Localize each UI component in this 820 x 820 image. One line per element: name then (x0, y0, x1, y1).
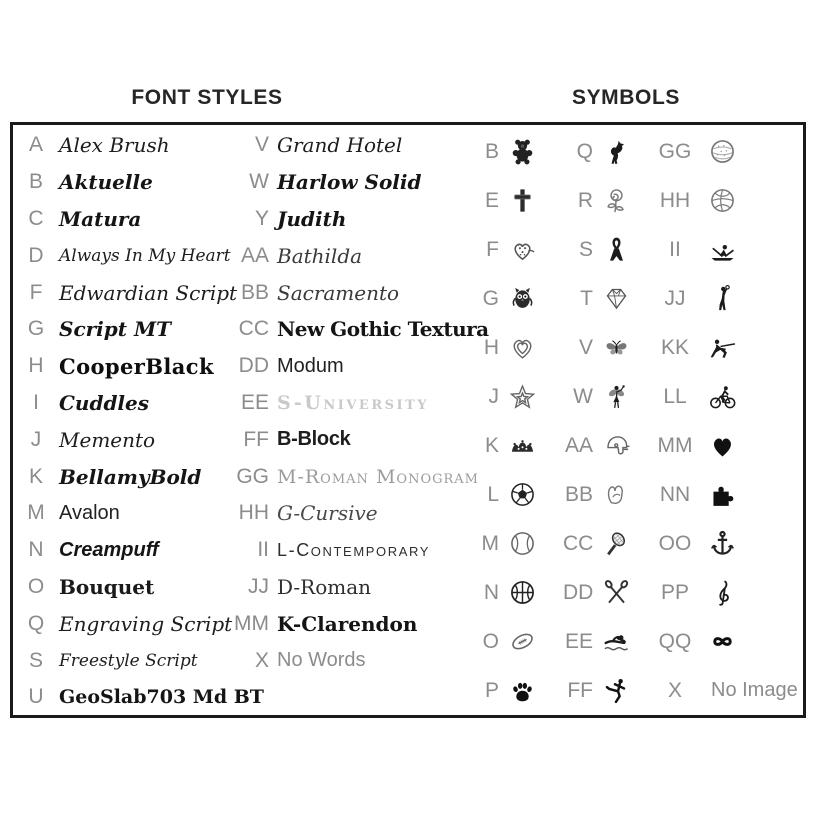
font-code: M (27, 501, 45, 525)
font-style-row-y (221, 201, 489, 238)
font-name: New Gothic Textura (277, 317, 489, 342)
symbol-code: X (667, 678, 682, 702)
font-code: A (28, 133, 43, 157)
symbol-cell-hh (651, 185, 803, 216)
font-code: Q (27, 611, 45, 635)
symbol-code: FF (567, 678, 593, 702)
symbol-cell-bb (563, 479, 651, 510)
symbol-code: KK (660, 335, 689, 359)
butterfly-icon (601, 332, 632, 363)
font-style-row-c (21, 201, 221, 238)
font-code: F (29, 280, 43, 304)
baseball-glove-icon (601, 479, 632, 510)
font-code: II (257, 538, 269, 562)
symbol-row (475, 617, 803, 666)
font-code: C (28, 206, 44, 230)
symbol-cell-dd (563, 577, 651, 608)
owl-icon (507, 283, 538, 314)
font-style-row-o (21, 569, 221, 606)
font-name: Aktuelle (59, 170, 153, 195)
golf-ball-icon (707, 136, 738, 167)
symbol-cell-w (563, 381, 651, 412)
font-code: FF (243, 427, 269, 451)
rose-icon (601, 185, 632, 216)
font-style-row-v (221, 127, 489, 164)
font-name: Grand Hotel (277, 133, 403, 158)
font-style-row-u (21, 679, 264, 716)
font-style-row-cc (221, 311, 489, 348)
symbol-row (475, 323, 803, 372)
font-name: CooperBlack (59, 353, 214, 379)
font-style-row-m (21, 495, 221, 532)
symbol-cell-s (563, 234, 651, 265)
symbol-code: JJ (664, 286, 686, 310)
font-style-row-aa (221, 237, 489, 274)
symbol-code: E (484, 188, 499, 212)
symbol-cell-pp (651, 577, 803, 608)
font-code: Y (254, 206, 269, 230)
font-name: Alex Brush (59, 133, 170, 158)
symbol-cell-aa (563, 430, 651, 461)
symbol-cell-ff (563, 675, 651, 706)
rowing-icon (707, 234, 738, 265)
symbol-code: GG (658, 139, 692, 163)
lacrosse-sticks-icon (601, 577, 632, 608)
cross-icon (507, 185, 538, 216)
font-style-row-a (21, 127, 221, 164)
football-helmet-icon (601, 430, 632, 461)
teddy-bear-icon (507, 136, 538, 167)
symbols-panel (465, 125, 803, 715)
fencing-icon (707, 332, 738, 363)
font-name: G-Cursive (277, 501, 378, 526)
symbol-code: II (669, 237, 681, 261)
font-code: DD (238, 354, 269, 378)
symbol-code: EE (564, 629, 593, 653)
font-style-row-s (21, 642, 221, 679)
heart-icon (707, 430, 738, 461)
symbol-code: L (487, 482, 499, 506)
symbol-row (475, 421, 803, 470)
symbol-cell-ii (651, 234, 803, 265)
symbol-code: T (580, 286, 593, 310)
font-style-row-gg (221, 458, 489, 495)
font-style-row-hh (221, 495, 489, 532)
font-style-row-f (21, 274, 238, 311)
symbol-row (475, 666, 803, 715)
font-name: Freestyle Script (59, 650, 198, 671)
symbol-code: AA (564, 433, 593, 457)
font-code: S (28, 648, 43, 672)
font-name: Matura (59, 206, 142, 231)
symbol-cell-r (563, 185, 651, 216)
font-name: Cuddles (59, 390, 150, 415)
symbol-row (475, 176, 803, 225)
font-code: EE (240, 390, 269, 414)
font-style-row-ii (221, 532, 489, 569)
font-name: L-Contemporary (277, 539, 431, 560)
no-image-label: No Image (711, 679, 798, 701)
font-style-row-ee (221, 385, 489, 422)
font-name: Bathilda (277, 243, 363, 268)
chart-border-box (10, 122, 806, 718)
font-code: B (28, 170, 43, 194)
font-name: GeoSlab703 Md BT (59, 686, 264, 709)
font-name: S-University (277, 391, 430, 414)
font-name: Judith (277, 206, 347, 231)
font-name: Harlow Solid (277, 170, 422, 195)
font-style-row-n (21, 532, 221, 569)
font-style-row-ff (221, 421, 489, 458)
font-code: O (27, 574, 45, 598)
symbol-cell-gg (651, 136, 803, 167)
font-style-row-q (21, 605, 233, 642)
tennis-racket-icon (601, 528, 632, 559)
soccer-ball-icon (507, 479, 538, 510)
symbol-cell-t (563, 283, 651, 314)
volleyball-icon (707, 185, 738, 216)
symbol-row (475, 470, 803, 519)
treble-clef-icon (707, 577, 738, 608)
font-code: N (28, 538, 44, 562)
star-outline-icon (507, 381, 538, 412)
symbol-row (475, 568, 803, 617)
font-style-row-mm (221, 605, 489, 642)
symbol-code: PP (660, 580, 689, 604)
symbol-cell-qq (651, 626, 803, 657)
symbol-code: CC (563, 531, 594, 555)
font-code: GG (236, 464, 269, 488)
symbol-cell-kk (651, 332, 803, 363)
infinity-icon (707, 626, 738, 657)
symbol-code: S (578, 237, 593, 261)
symbol-cell-cc (563, 528, 651, 559)
basketball-player-icon (707, 283, 738, 314)
symbol-code: H (483, 335, 499, 359)
font-code: V (254, 133, 269, 157)
font-style-row-b (21, 164, 221, 201)
symbol-code: Q (576, 139, 593, 163)
symbol-row (475, 127, 803, 176)
symbol-code: HH (659, 188, 691, 212)
font-code: K (28, 464, 43, 488)
font-code: H (28, 354, 44, 378)
font-column-2 (221, 127, 489, 715)
symbol-code: MM (657, 433, 693, 457)
font-code: X (254, 648, 269, 672)
swimmer-icon (601, 626, 632, 657)
ladybug-icon (507, 234, 538, 265)
karate-icon (601, 675, 632, 706)
font-name: Memento (59, 427, 156, 452)
font-name: Sacramento (277, 280, 400, 305)
symbol-code: M (481, 531, 499, 555)
font-name: BellamyBold (59, 464, 202, 489)
symbol-code: G (482, 286, 499, 310)
cycling-icon (707, 381, 738, 412)
font-code: BB (240, 280, 269, 304)
font-style-row-w (221, 164, 489, 201)
font-name: Bouquet (59, 574, 155, 599)
font-name: Engraving Script (59, 611, 233, 636)
font-style-row-jj (221, 569, 489, 606)
horse-icon (601, 136, 632, 167)
font-name: No Words (277, 649, 366, 672)
basketball-icon (507, 577, 538, 608)
diamond-icon (601, 283, 632, 314)
font-name: Always In My Heart (59, 245, 231, 266)
symbol-code: P (484, 678, 499, 702)
symbol-code: F (486, 237, 499, 261)
symbol-row (475, 274, 803, 323)
font-name: K-Clarendon (277, 611, 418, 636)
font-style-row-d (21, 237, 231, 274)
symbol-cell-nn (651, 479, 803, 510)
symbol-cell-oo (651, 528, 803, 559)
symbol-cell-mm (651, 430, 803, 461)
font-code: MM (234, 611, 269, 635)
symbol-row (475, 372, 803, 421)
font-code: D (28, 243, 44, 267)
font-styles-panel (13, 125, 489, 715)
symbol-code: J (488, 384, 499, 408)
font-code: U (28, 685, 44, 709)
font-style-row-k (21, 458, 221, 495)
fairy-icon (601, 381, 632, 412)
heart-outline-icon (507, 332, 538, 363)
symbol-code: B (484, 139, 499, 163)
symbol-code: K (484, 433, 499, 457)
symbol-code: O (482, 629, 499, 653)
symbol-code: DD (563, 580, 594, 604)
paw-print-icon (507, 675, 538, 706)
puzzle-piece-icon (707, 479, 738, 510)
font-code: CC (238, 317, 269, 341)
font-name: Edwardian Script (59, 280, 238, 305)
symbol-row (475, 519, 803, 568)
font-name: B-Block (277, 428, 351, 451)
baseball-icon (507, 528, 538, 559)
symbol-code: NN (659, 482, 691, 506)
symbol-code: QQ (658, 629, 692, 653)
font-styles-title: FONT STYLES (131, 86, 283, 109)
symbol-row (475, 225, 803, 274)
font-style-row-j (21, 421, 221, 458)
font-name: Modum (277, 354, 344, 377)
symbol-code: LL (663, 384, 687, 408)
font-name: M-Roman Monogram (277, 465, 479, 488)
symbol-cell-v (563, 332, 651, 363)
symbols-title: SYMBOLS (571, 86, 681, 109)
font-code: AA (240, 243, 269, 267)
font-style-row-bb (221, 274, 489, 311)
symbol-cell-jj (651, 283, 803, 314)
font-style-row-g (21, 311, 221, 348)
symbol-code: N (483, 580, 499, 604)
font-name: D-Roman (277, 574, 372, 599)
font-style-row-dd (221, 348, 489, 385)
symbol-code: R (577, 188, 593, 212)
symbol-cell-ll (651, 381, 803, 412)
font-name: Avalon (59, 501, 120, 524)
font-code: W (249, 170, 269, 194)
font-name: Script MT (59, 317, 171, 342)
symbol-code: BB (564, 482, 593, 506)
awareness-ribbon-icon (601, 234, 632, 265)
font-style-row-x (221, 642, 489, 679)
symbol-code: OO (658, 531, 692, 555)
symbol-code: W (573, 384, 593, 408)
font-code: I (33, 390, 39, 414)
anchor-icon (707, 528, 738, 559)
font-code: JJ (248, 574, 269, 598)
font-name: Creampuff (59, 538, 159, 561)
symbol-cell-ee (563, 626, 651, 657)
football-icon (507, 626, 538, 657)
font-code: G (27, 317, 45, 341)
font-style-row-i (21, 385, 221, 422)
tiara-icon (507, 430, 538, 461)
symbol-cell-q (563, 136, 651, 167)
font-code: J (30, 427, 42, 451)
font-code: HH (238, 501, 269, 525)
font-style-row-h (21, 348, 221, 385)
symbol-cell-x (651, 679, 803, 703)
symbol-code: V (578, 335, 593, 359)
